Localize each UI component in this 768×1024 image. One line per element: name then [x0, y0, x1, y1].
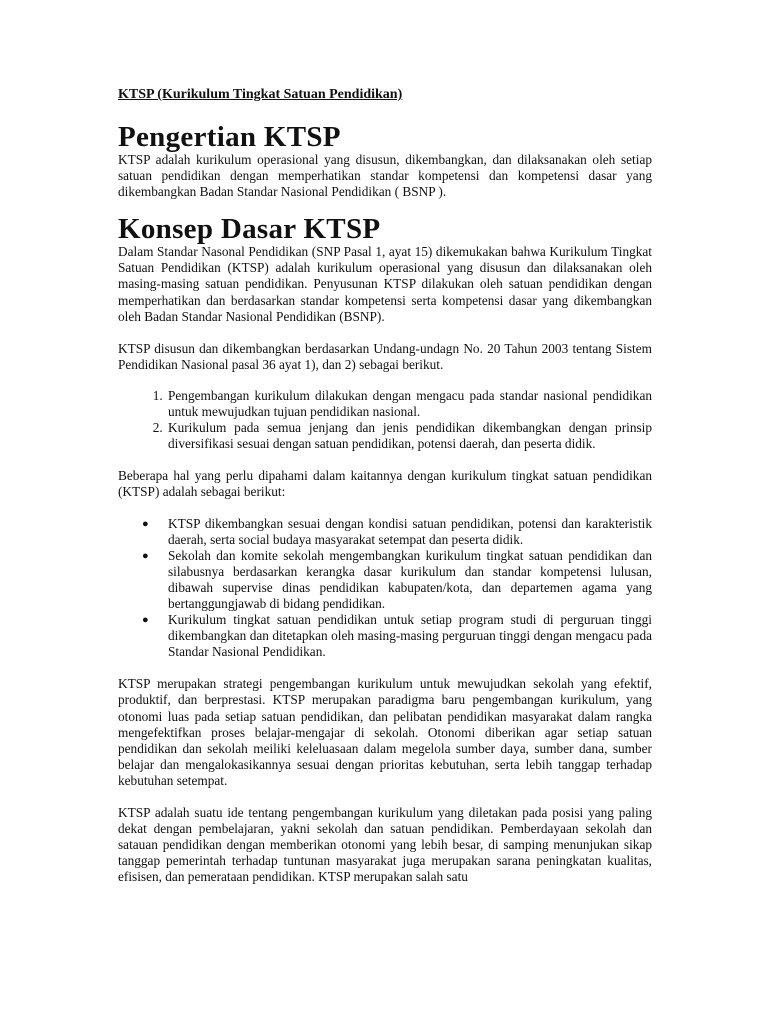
section-heading-pengertian: Pengertian KTSP — [118, 121, 341, 153]
paragraph-konsep-1: Dalam Standar Nasonal Pendidikan (SNP Pasal 1, ayat 15) dikemukakan bahwa Kurikulum Tingkat Satuan Pendidikan (KTSP) adalah kurikulum operasional yang disusun dan dilaksanakan oleh masing-masing satuan pendidikan. Penyusunan KTSP dilakukan oleh satuan pendidikan dengan memperhatikan dan berdasarkan standar kompetensi serta kompetensi dasar yang dikembangkan oleh Badan Standar Nasional Pendidikan (BSNP). — [118, 244, 652, 324]
list-item: 1. Pengembangan kurikulum dilakukan dengan mengacu pada standar nasional pendidikan untuk mewujudkan tujuan pendidikan nasional. — [166, 388, 652, 420]
list-item — [142, 612, 652, 660]
bullet-list — [118, 516, 652, 661]
paragraph-konsep-3: Beberapa hal yang perlu dipahami dalam kaitannya dengan kurikulum tingkat satuan pendidikan (KTSP) adalah sebagai berikut: — [118, 468, 652, 500]
bullet-icon: ● — [142, 549, 149, 562]
paragraph-konsep-5: KTSP adalah suatu ide tentang pengembangan kurikulum yang diletakan pada posisi yang paling dekat dengan pembelajaran, yakni sekolah dan satuan pendidikan. Pemberdayaan sekolah dan satauan pendidikan dengan memberikan otonomi yang lebih besar, di samping menunjukan sikap tanggap pemerintah terhadap tuntunan masyarakat juga merupakan sarana peningkatan kualitas, efisisen, dan pemerataan pendidikan. KTSP merupakan salah satu — [118, 805, 652, 885]
numbered-list — [118, 388, 652, 452]
list-item-text: Sekolah dan komite sekolah mengembangkan kurikulum tingkat satuan pendidikan dan silabusnya berdasarkan kerangka dasar kurikulum dan standar kompetensi lulusan, dibawah supervise dinas pendidikan kabupaten/kota, dan departemen agama yang bertanggungjawab di bidang pendidikan. — [168, 547, 652, 611]
list-item-text: KTSP dikembangkan sesuai dengan kondisi satuan pendidikan, potensi dan karakteristik daerah, serta social budaya masyarakat setempat dan peserta didik. — [168, 515, 652, 547]
document-page — [118, 86, 652, 885]
document-title: KTSP (Kurikulum Tingkat Satuan Pendidikan) — [118, 87, 403, 102]
list-item-text: Kurikulum tingkat satuan pendidikan untuk setiap program studi di perguruan tinggi dikembangkan dan ditetapkan oleh masing-masing perguruan tinggi dengan mengacu pada Standar Nasional Pendidikan. — [168, 612, 652, 660]
section-heading-konsep-dasar: Konsep Dasar KTSP — [118, 213, 381, 246]
bullet-icon: ● — [142, 517, 149, 530]
paragraph-pengertian: KTSP adalah kurikulum operasional yang disusun, dikembangkan, dan dilaksanakan oleh setiap satuan pendidikan dengan memperhatikan standar kompetensi dan kompetensi dasar yang dikembangkan Badan Standar Nasional Pendidikan ( BSNP ). — [118, 152, 652, 200]
list-item — [142, 547, 652, 612]
paragraph-konsep-4: KTSP merupakan strategi pengembangan kurikulum untuk mewujudkan sekolah yang efektif, produktif, dan berprestasi. KTSP merupakan paradigma baru pengembangan kurikulum, yang otonomi luas pada setiap satuan pendidikan, dan pelibatan pendidikan masyarakat dalam rangka mengefektifkan proses belajar-mengajar di sekolah. Otonomi diberikan agar setiap satuan pendidikan dan sekolah meiliki keleluasaan dalam megelola sumber daya, sumber dana, sumber belajar dan mengalokasikannya sesuai dengan prioritas kebutuhan, serta lebih tanggap terhadap kebutuhan setempat. — [118, 676, 652, 788]
list-item — [142, 515, 652, 548]
bullet-icon: ● — [142, 614, 149, 627]
paragraph-konsep-2: KTSP disusun dan dikembangkan berdasarkan Undang-undagn No. 20 Tahun 2003 tentang Sistem Pendidikan Nasional pasal 36 ayat 1), dan 2) sebagai berikut. — [118, 340, 652, 372]
list-item: 2. Kurikulum pada semua jenjang dan jenis pendidikan dikembangkan dengan prinsip diversifikasi sesuai dengan satuan pendidikan, potensi daerah, dan peserta didik. — [166, 420, 652, 452]
